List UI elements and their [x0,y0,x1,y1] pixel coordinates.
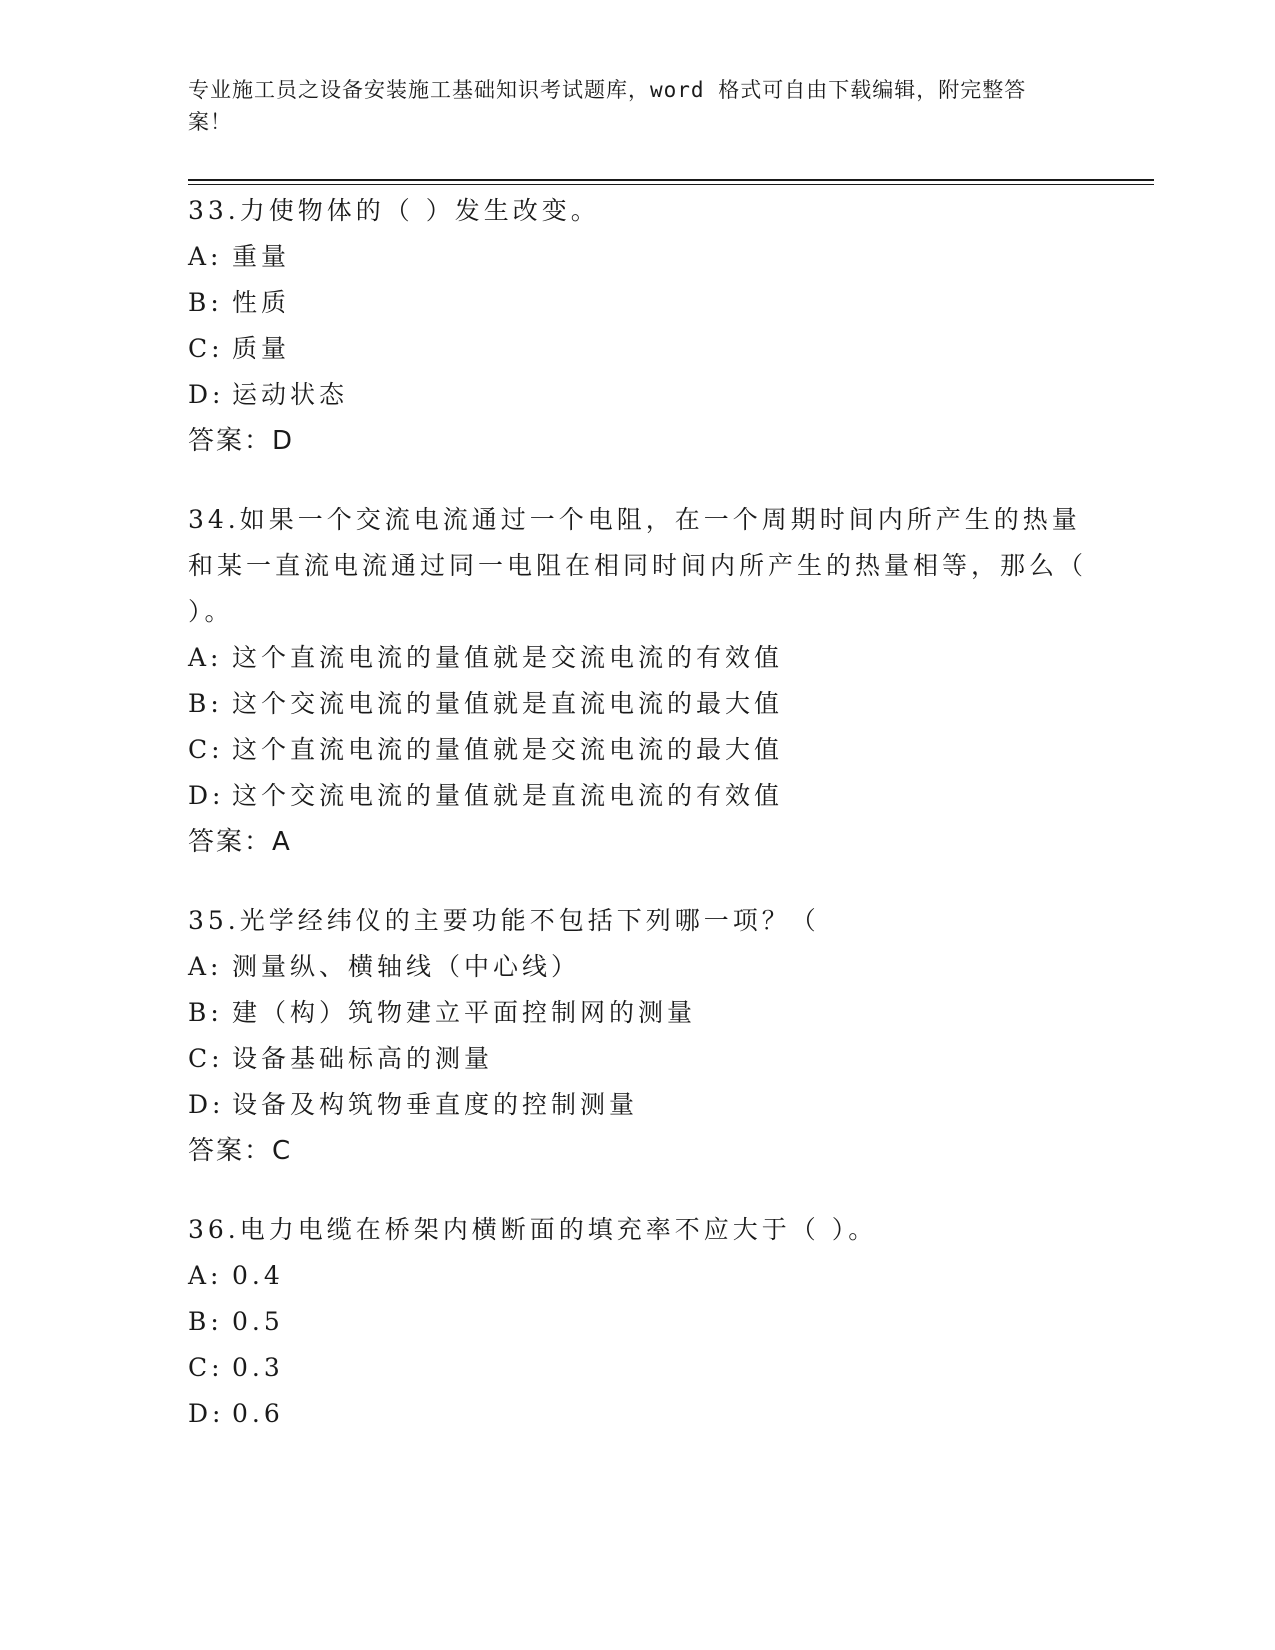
option-b [188,681,1088,727]
option-b [188,990,1088,1036]
answer-line: 答案：D [188,426,295,456]
option-text: 0.6 [232,1399,284,1428]
option-text: 测量纵、横轴线（中心线） [232,952,581,981]
option-letter: C: [188,1353,224,1382]
header-rule-thick [188,179,1154,181]
question-list [188,188,1088,1470]
header-rule-thin [188,184,1154,185]
option-d [188,773,1088,819]
option-letter: B: [188,288,223,317]
option-text: 0.5 [232,1307,284,1336]
option-c [188,326,1088,372]
question-33 [188,188,1088,464]
option-a [188,234,1088,280]
option-b [188,280,1088,326]
option-text: 0.4 [232,1261,284,1290]
option-letter: A: [188,643,223,672]
answer-line: 答案：A [188,827,292,857]
option-text: 这个直流电流的量值就是交流电流的有效值 [232,643,784,672]
option-letter: D: [188,1399,225,1428]
document-header: 专业施工员之设备安装施工基础知识考试题库，word 格式可自由下载编辑，附完整答案！ [188,78,1027,134]
option-text: 设备基础标高的测量 [232,1044,494,1073]
option-letter: D: [188,1090,225,1119]
option-text: 设备及构筑物垂直度的控制测量 [232,1090,639,1119]
question-35 [188,898,1088,1174]
option-text: 这个交流电流的量值就是直流电流的有效值 [232,781,784,810]
question-36 [188,1207,1088,1437]
option-text: 重量 [232,242,291,271]
option-d [188,372,1088,418]
option-d [188,1082,1088,1128]
option-d [188,1391,1088,1437]
question-stem: 33.力使物体的（ ）发生改变。 [188,196,600,225]
option-letter: C: [188,334,224,363]
option-text: 这个直流电流的量值就是交流电流的最大值 [232,735,784,764]
option-text: 这个交流电流的量值就是直流电流的最大值 [232,689,784,718]
option-text: 0.3 [232,1353,284,1382]
option-text: 质量 [232,334,291,363]
option-letter: D: [188,781,225,810]
option-letter: B: [188,998,223,1027]
option-a [188,1253,1088,1299]
option-letter: C: [188,1044,224,1073]
option-letter: B: [188,1307,223,1336]
option-b [188,1299,1088,1345]
question-34 [188,497,1088,865]
option-letter: C: [188,735,224,764]
option-c [188,1345,1088,1391]
question-stem: 35.光学经纬仪的主要功能不包括下列哪一项？（ [188,906,820,935]
option-a [188,635,1088,681]
option-a [188,944,1088,990]
option-letter: A: [188,242,223,271]
option-letter: D: [188,380,225,409]
option-letter: A: [188,1261,223,1290]
option-text: 建（构）筑物建立平面控制网的测量 [232,998,697,1027]
question-stem: 36.电力电缆在桥架内横断面的填充率不应大于（ ）。 [188,1215,878,1244]
option-c [188,727,1088,773]
option-text: 性质 [232,288,291,317]
option-c [188,1036,1088,1082]
question-stem: 34.如果一个交流电流通过一个电阻，在一个周期时间内所产生的热量和某一直流电流通过同一电阻在相同时间内所产生的热量相等，那么（ ）。 [188,505,1088,626]
option-letter: A: [188,952,223,981]
answer-line: 答案：C [188,1136,293,1166]
option-letter: B: [188,689,223,718]
option-text: 运动状态 [232,380,349,409]
